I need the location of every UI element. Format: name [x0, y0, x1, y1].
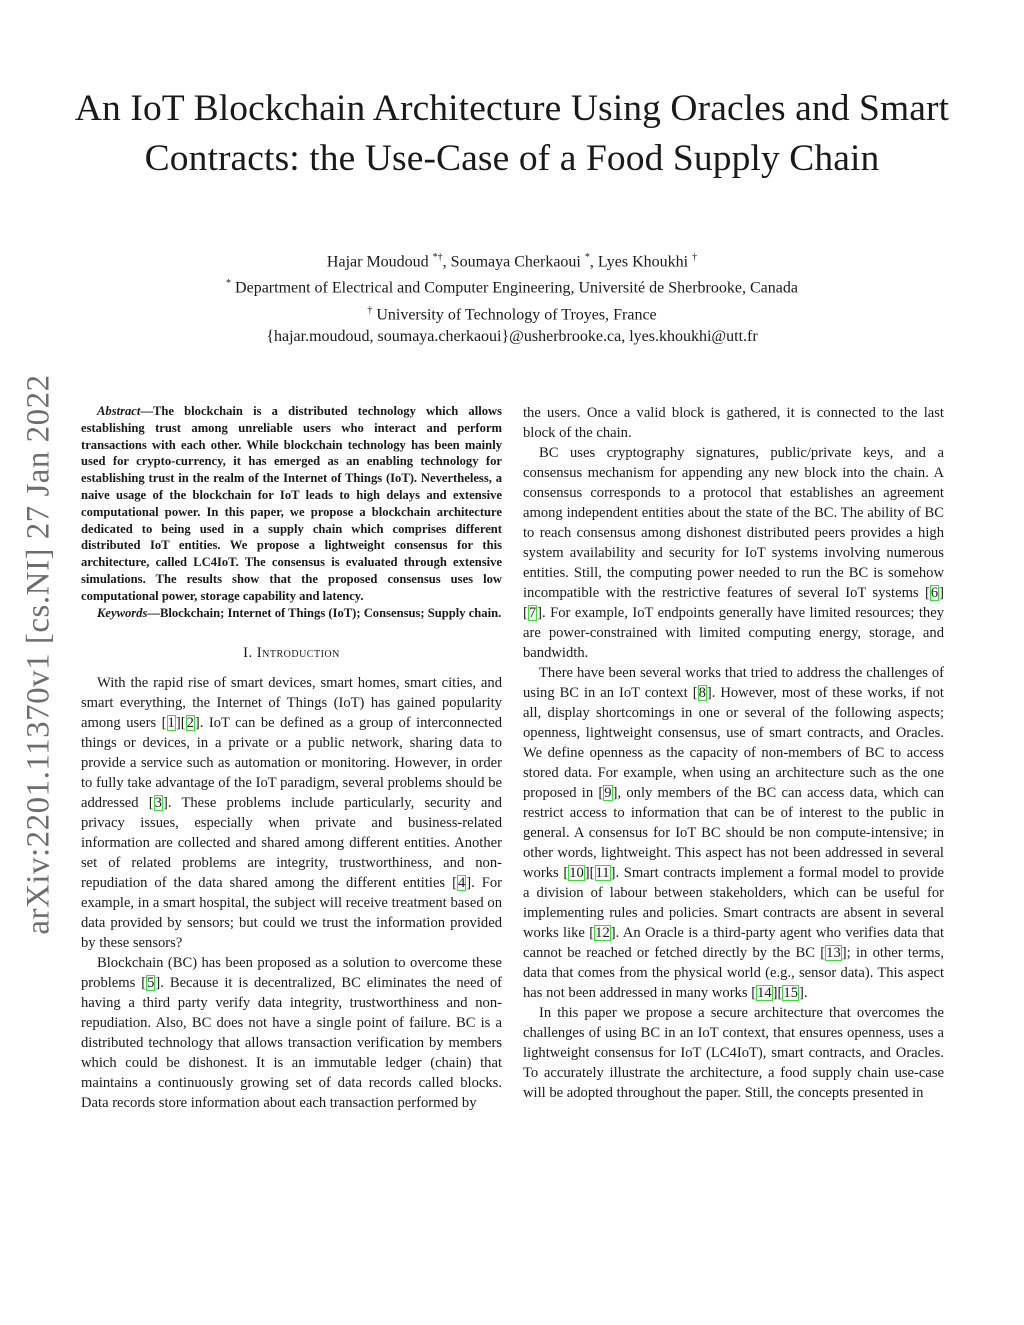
- citation-link[interactable]: 1: [167, 715, 175, 732]
- citation-link[interactable]: 9: [604, 785, 612, 801]
- citation-link[interactable]: 3: [154, 795, 162, 812]
- citation-link[interactable]: 15: [783, 985, 798, 1001]
- citation-link[interactable]: 11: [595, 865, 610, 881]
- intro-paragraph-2: Blockchain (BC) has been proposed as a solution to overcome these problems [5]. Because it is decentralized, BC eliminates the need of having a third party verify data integrity, trustworthiness and non-repudiation. Also, BC does not have a single point of failure. BC is a distributed technology that allows transaction verification by members which could be dishonest. It is an immutable ledger (chain) that maintains a continuously growing set of data records called blocks. Data records store information about each transaction performed by: [81, 955, 502, 1112]
- arxiv-stamp: arXiv:2201.11370v1 [cs.NI] 27 Jan 2022: [20, 373, 57, 935]
- citation-link[interactable]: 14: [757, 985, 772, 1001]
- section-heading-introduction: I. Introduction: [243, 645, 340, 662]
- citation-link[interactable]: 13: [826, 945, 841, 961]
- citation-link[interactable]: 4: [457, 875, 466, 892]
- author-names: Hajar Moudoud *†, Soumaya Cherkaoui *, Lyes Khoukhi †: [326, 252, 698, 271]
- citation-link[interactable]: 6: [930, 585, 939, 601]
- intro-paragraph-3: BC uses cryptography signatures, public/private keys, and a consensus mechanism for appending any new block into the chain. A consensus corresponds to a protocol that establishes an agreement among independent entities about the state of the BC. The ability of BC to reach consensus among dishonest distributed peers provides a high system availability and security for IoT systems involving numerous entities. Still, the computing power needed to run the BC is somehow incompatible with the restrictive features of several IoT systems [6] [7]. For example, IoT endpoints generally have limited resources; they are power-constrained with limited computing energy, storage, and bandwidth.: [523, 445, 944, 661]
- abstract: Abstract—The blockchain is a distributed technology which allows establishing trust among unreliable users who interact and perform transactions with each other. While blockchain technology has been mainly used for crypto-currency, it has emerged as an enabling technology for establishing trust in the realm of the Internet of Things (IoT). Nevertheless, a naive usage of the blockchain for IoT leads to high delays and extensive computational power. In this paper, we propose a blockchain architecture dedicated to being used in a supply chain which comprises different distributed IoT entities. We propose a lightweight consensus for this architecture, called LC4IoT. The consensus is evaluated through extensive simulations. The results show that the proposed consensus uses low computational power, storage capability and latency.: [81, 404, 502, 603]
- citation-link[interactable]: 7: [528, 605, 537, 621]
- intro-paragraph-5: In this paper we propose a secure architecture that overcomes the challenges of using BC in an IoT context, that ensures openness, uses a lightweight consensus for IoT (LC4IoT), smart contracts, and Oracles. To accurately illustrate the architecture, a food supply chain use-case will be adopted throughout the paper. Still, the concepts presented in: [523, 1005, 944, 1101]
- keywords: Keywords—Blockchain; Internet of Things (IoT); Consensus; Supply chain.: [97, 605, 502, 620]
- author-emails: {hajar.moudoud, soumaya.cherkaoui}@usherbrooke.ca, lyes.khoukhi@utt.fr: [266, 327, 758, 345]
- intro-paragraph-1: With the rapid rise of smart devices, smart homes, smart cities, and smart everything, the Internet of Things (IoT) has gained popularity among users [1][2]. IoT can be defined as a group of interconnected things or devices, in a private or a public network, sharing data to provide a service such as automation or monitoring. However, in order to fully take advantage of the IoT paradigm, several problems should be addressed [3]. These problems include particularly, security and privacy issues, especially when private and business-related information are collected and shared among different entities. Another set of related problems are integrity, trustworthiness, and non-repudiation of the data shared among the different entities [4]. For example, in a smart hospital, the subject will receive treatment based on data provided by sensors; but could we trust the information provided by these sensors?: [81, 675, 503, 952]
- citation-link[interactable]: 5: [147, 975, 155, 992]
- affiliation-1: * Department of Electrical and Computer Engineering, Université de Sherbrooke, Canada: [226, 278, 798, 297]
- citation-link[interactable]: 10: [569, 865, 584, 881]
- right-column: [523, 403, 944, 1103]
- citation-link[interactable]: 2: [186, 715, 194, 732]
- paper-title: An IoT Blockchain Architecture Using Oracles and Smart Contracts: the Use-Case of a Food Supply Chain: [74, 88, 950, 179]
- intro-paragraph-4: There have been several works that tried to address the challenges of using BC in an IoT context [8]. However, most of these works, if not all, display shortcomings in one or several of the following aspects; openness, lightweight consensus, use of smart contracts, and Oracles. We define openness as the capacity of non-members of BC to access stored data. For example, when using an architecture such as the one proposed in [9], only members of the BC can access data, which can restrict access to information that can be of interest to the public in general. A consensus for IoT BC should be non compute-intensive; in other words, lightweight. This aspect has not been addressed in several works [10][11]. Smart contracts implement a formal model to provide a division of labour between stakeholders, which can be useful for implementing rules and policies. Smart contracts are absent in several works like [12]. An Oracle is a third-party agent who verifies data that cannot be reached or fetched directly by the BC [13]; in other terms, data that comes from the physical world (e.g., sensor data). This aspect has not been addressed in many works [14][15].: [523, 665, 944, 1001]
- affiliation-2: † University of Technology of Troyes, France: [367, 304, 657, 323]
- author-block: [60, 247, 964, 348]
- citation-link[interactable]: 8: [698, 685, 706, 701]
- citation-link[interactable]: 12: [595, 925, 610, 941]
- intro-paragraph-2-cont: the users. Once a valid block is gathered, it is connected to the last block of the chain.: [523, 405, 944, 441]
- left-column: [81, 403, 502, 1113]
